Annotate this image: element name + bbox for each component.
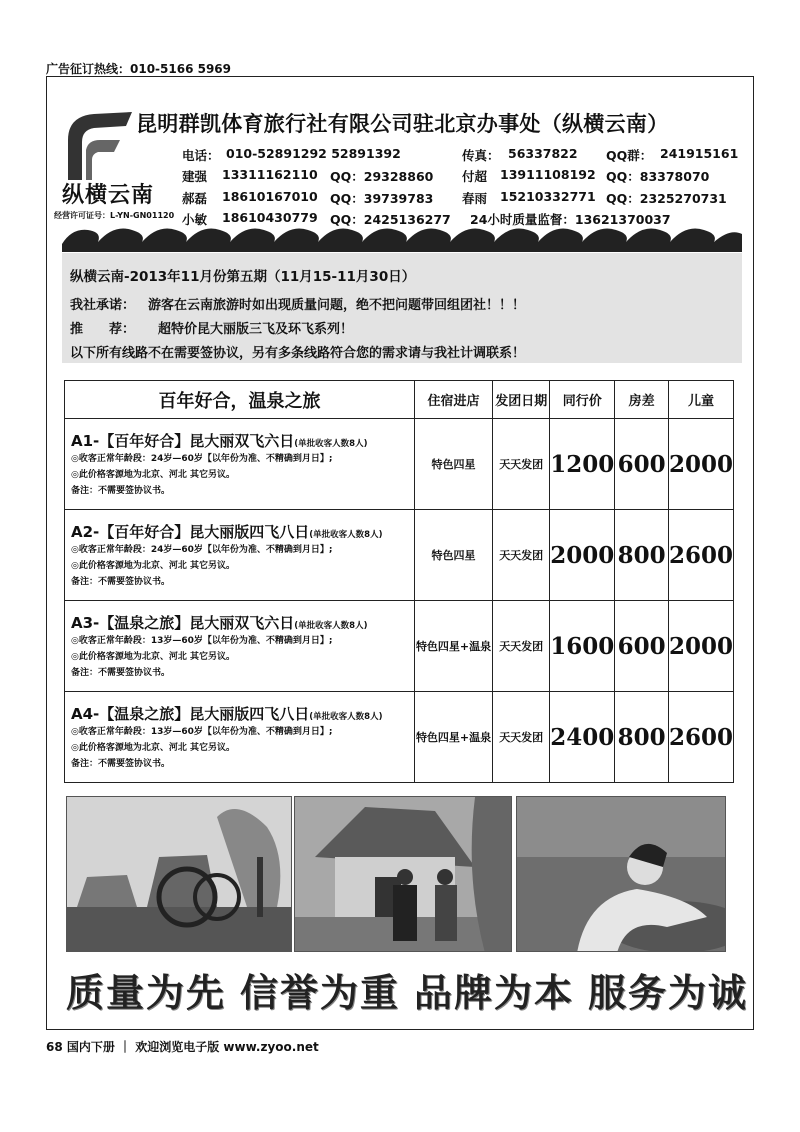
promise-label: 我社承诺： [70,298,136,313]
contact-phone: 13311162110 [222,167,318,182]
route-title: A1-【百年好合】昆大丽双飞六日 [71,431,295,450]
room-diff-cell: 600 [615,601,669,692]
table-row [65,510,734,601]
slogan-service: 服务为诚 [588,970,749,1015]
room-diff-cell: 800 [615,692,669,783]
route-source: ◎此价格客源地为北京、河北 其它另议。 [71,651,235,662]
column-header: 同行价 [550,381,615,419]
promise-text: 游客在云南旅游时如出现质量问题，绝不把问题带回组团社！！！ [148,298,526,313]
hotel-cell: 特色四星 [414,419,492,510]
phone-value: 010-52891292 52891392 [226,146,401,161]
qq-group-value: 241915161 [660,146,739,161]
issue-title: 纵横云南-2013年11月份第五期（11月15-11月30日） [70,269,416,285]
contact-qq: QQ：2425136277 [330,212,451,227]
contact-name: 小敏 [182,212,208,227]
price-cell: 1600 [550,601,615,692]
logo-text: 纵横云南 [62,183,155,208]
route-table [64,380,734,783]
hotel-cell: 特色四星 [414,510,492,601]
hotel-cell: 特色四星+温泉 [414,601,492,692]
route-group-size: (单批收客人数8人) [309,711,383,722]
table-header-row [65,381,734,419]
room-diff-cell: 800 [615,510,669,601]
price-cell: 2000 [550,510,615,601]
contact-name: 春雨 [462,191,488,206]
contact-phone: 15210332771 [500,189,596,204]
fax-value: 56337822 [508,146,578,161]
contact-qq: QQ：2325270731 [606,191,727,206]
route-description [65,692,415,783]
child-price-cell: 2000 [668,419,733,510]
route-remark: 备注：不需要签协议书。 [71,576,171,587]
column-header: 住宿进店 [414,381,492,419]
depart-cell: 天天发团 [493,692,550,783]
lijiang-waterwheel-photo [66,796,292,952]
route-group-size: (单批收客人数8人) [294,620,368,631]
contact-qq: QQ：83378070 [606,169,710,184]
route-remark: 备注：不需要签协议书。 [71,758,171,769]
depart-cell: 天天发团 [493,419,550,510]
route-source: ◎此价格客源地为北京、河北 其它另议。 [71,469,235,480]
table-row [65,601,734,692]
qq-group-label: QQ群： [606,148,653,163]
column-header: 儿童 [668,381,733,419]
slogan-quality: 质量为先 [66,970,227,1015]
company-logo-icon [64,110,134,182]
route-title: A4-【温泉之旅】昆大丽版四飞八日 [71,704,310,723]
route-description [65,601,415,692]
table-row [65,692,734,783]
route-age-range: ◎收客正常年龄段：13岁—60岁【以年份为准、不精确到月日】; [71,726,333,737]
child-price-cell: 2000 [668,601,733,692]
route-age-range: ◎收客正常年龄段：24岁—60岁【以年份为准、不精确到月日】; [71,453,333,464]
route-description [65,419,415,510]
promo-note: 以下所有线路不在需要签协议，另有多条线路符合您的需求请与我社计调联系！ [70,346,526,361]
wave-divider-icon [62,222,742,252]
route-title: A2-【百年好合】昆大丽版四飞八日 [71,522,310,541]
price-cell: 1200 [550,419,615,510]
fax-label: 传真： [462,148,500,163]
price-cell: 2400 [550,692,615,783]
recommend-label: 推 荐： [70,322,136,337]
table-title: 百年好合，温泉之旅 [65,381,415,419]
recommend-text: 超特价昆大丽版三飞及环飞系列！ [158,322,354,337]
photo-strip [66,796,726,952]
table-row [65,419,734,510]
column-header: 发团日期 [493,381,550,419]
slogan-reputation: 信誉为重 [240,970,401,1015]
page-footer: 68 国内下册 ｜ 欢迎浏览电子版 www.zyoo.net [46,1040,319,1054]
contact-phone: 13911108192 [500,167,596,182]
room-diff-cell: 600 [615,419,669,510]
route-source: ◎此价格客源地为北京、河北 其它另议。 [71,742,235,753]
child-price-cell: 2600 [668,510,733,601]
route-description [65,510,415,601]
route-group-size: (单批收客人数8人) [309,529,383,540]
slogan-brand: 品牌为本 [414,970,575,1015]
route-remark: 备注：不需要签协议书。 [71,485,171,496]
route-group-size: (单批收客人数8人) [294,438,368,449]
route-age-range: ◎收客正常年龄段：13岁—60岁【以年份为准、不精确到月日】; [71,635,333,646]
contact-name: 付超 [462,169,488,184]
column-header: 房差 [615,381,669,419]
contact-name: 建强 [182,169,208,184]
company-title: 昆明群凯体育旅行社有限公司驻北京办事处（纵横云南） [136,112,669,136]
route-source: ◎此价格客源地为北京、河北 其它另议。 [71,560,235,571]
quality-supervision: 24小时质量监督：13621370037 [470,212,671,227]
route-title: A3-【温泉之旅】昆大丽双飞六日 [71,613,295,632]
hotel-cell: 特色四星+温泉 [414,692,492,783]
child-price-cell: 2600 [668,692,733,783]
ad-hotline: 广告征订热线：010-5166 5969 [46,62,232,76]
contact-phone: 18610430779 [222,210,318,225]
contact-qq: QQ：39739783 [330,191,434,206]
contact-name: 郝磊 [182,191,208,206]
phone-label: 电话： [182,148,220,163]
route-remark: 备注：不需要签协议书。 [71,667,171,678]
depart-cell: 天天发团 [493,601,550,692]
license-number: 经营许可证号：L-YN-GN01120 [54,211,175,220]
route-age-range: ◎收客正常年龄段：24岁—60岁【以年份为准、不精确到月日】; [71,544,333,555]
contact-phone: 18610167010 [222,189,318,204]
contact-qq: QQ：29328860 [330,169,434,184]
hot-spring-photo [516,796,726,952]
depart-cell: 天天发团 [493,510,550,601]
village-dance-photo [294,796,512,952]
